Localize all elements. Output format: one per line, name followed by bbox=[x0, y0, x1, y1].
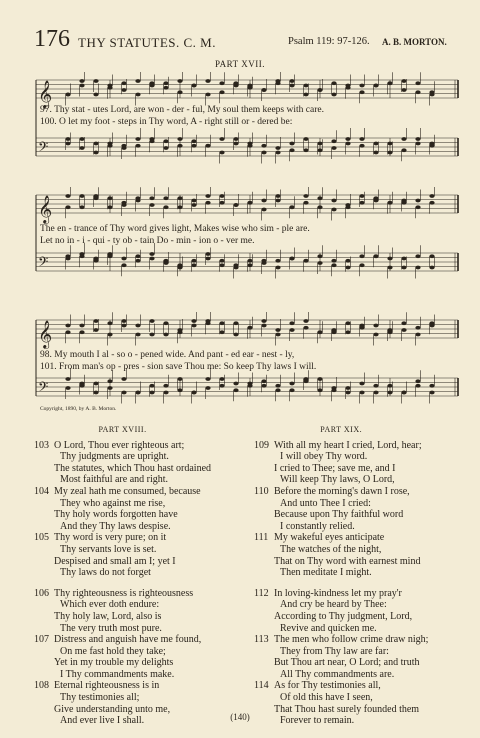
verse-text: Thy judgments are upright. bbox=[60, 451, 169, 463]
verse-line bbox=[34, 599, 211, 611]
treble-staff-2 bbox=[36, 187, 458, 224]
verse-line bbox=[254, 556, 428, 568]
verse-line bbox=[34, 521, 211, 533]
bass-staff-3 bbox=[36, 368, 458, 404]
psalm-reference: Psalm 119: 97-126. bbox=[288, 36, 370, 47]
verse-number: 104 bbox=[34, 485, 49, 497]
verse-line bbox=[254, 544, 428, 556]
composer-name: A. B. MORTON. bbox=[382, 37, 447, 47]
svg-text:𝄢: 𝄢 bbox=[38, 379, 49, 398]
verse-line bbox=[34, 657, 211, 669]
lyric-line-2: 100. O let my foot - steps in Thy word, A - right still or - dered be: bbox=[40, 117, 293, 127]
column-heading-left: PART XVIII. bbox=[98, 425, 147, 434]
verse-line bbox=[254, 611, 428, 623]
verse-text: Distress and anguish have me found, bbox=[54, 634, 202, 646]
verse-text: The watches of the night, bbox=[280, 543, 382, 555]
verse-line bbox=[34, 588, 211, 600]
verse-text: And they Thy laws despise. bbox=[60, 520, 171, 532]
verse-text: Thy righteousness is righteousness bbox=[54, 587, 194, 599]
verse-text: They who against me rise, bbox=[60, 497, 166, 509]
verse-text: Of old this have I seen, bbox=[280, 692, 373, 704]
svg-text:𝄢: 𝄢 bbox=[38, 139, 49, 158]
verse-line bbox=[254, 486, 428, 498]
copyright-notice: Copyright, 1890, by A. B. Morton. bbox=[40, 406, 117, 412]
verse-text: The statutes, which Thou hast ordained bbox=[54, 462, 212, 474]
verse-line bbox=[34, 623, 211, 635]
verse-number: 114 bbox=[254, 680, 269, 692]
verse-text: I Thy commandments make. bbox=[60, 668, 175, 680]
verse-number: 106 bbox=[34, 587, 49, 599]
verse-line bbox=[34, 680, 211, 692]
verse-text: And cry be heard by Thee: bbox=[280, 599, 387, 611]
verse-line bbox=[254, 634, 428, 646]
verse-line bbox=[34, 692, 211, 704]
verse-text: My wakeful eyes anticipate bbox=[274, 532, 385, 544]
lyric-line-3: The en - trance of Thy word gives light, Makes wise who sim - ple are. bbox=[40, 224, 310, 234]
verse-text: I will obey Thy word. bbox=[280, 451, 368, 463]
verse-line bbox=[34, 669, 211, 681]
verse-number: 107 bbox=[34, 634, 49, 646]
verse-text: Most faithful are and right. bbox=[60, 474, 169, 486]
verse-line bbox=[34, 486, 211, 498]
hymn-title: THY STATUTES. C. M. bbox=[78, 35, 216, 50]
verse-text: That Thou hast surely founded them bbox=[274, 703, 420, 715]
verse-line bbox=[254, 588, 428, 600]
verse-text: Eternal righteousness is in bbox=[54, 680, 160, 692]
verse-text: According to Thy judgment, Lord, bbox=[274, 610, 413, 622]
verse-number: 111 bbox=[254, 532, 269, 544]
verse-line bbox=[254, 532, 428, 544]
verse-line bbox=[254, 669, 428, 681]
verse-line bbox=[34, 556, 211, 568]
verse-text: Give understanding unto me, bbox=[54, 703, 171, 715]
verse-line bbox=[254, 692, 428, 704]
verse-text: Thy servants love is set. bbox=[60, 543, 157, 555]
verse-line bbox=[34, 634, 211, 646]
verse-text: O Lord, Thou ever righteous art; bbox=[54, 439, 185, 451]
verse-text: Despised and small am I; yet I bbox=[54, 555, 176, 567]
verse-text: On me fast hold they take; bbox=[60, 645, 166, 657]
hymn-header bbox=[30, 24, 450, 54]
verse-line bbox=[254, 623, 428, 635]
bass-staff-2 bbox=[36, 243, 458, 279]
lyric-line-5: 98. My mouth I al - so o - pened wide. And pant - ed ear - nest - ly, bbox=[40, 350, 295, 360]
svg-text:𝄞: 𝄞 bbox=[38, 320, 53, 348]
verse-line bbox=[254, 451, 428, 463]
verse-text: Which ever doth endure: bbox=[60, 599, 160, 611]
verse-text: Thy holy law, Lord, also is bbox=[54, 610, 162, 622]
verse-text: All Thy commandments are. bbox=[280, 668, 395, 680]
verse-number: 105 bbox=[34, 532, 49, 544]
verse-line bbox=[254, 680, 428, 692]
verse-line bbox=[34, 544, 211, 556]
verse-line bbox=[254, 509, 428, 521]
verse-column-right bbox=[254, 424, 428, 727]
lyric-line-1: 97. Thy stat - utes Lord, are won - der - ful, My soul them keeps with care. bbox=[40, 105, 324, 115]
verse-text: I cried to Thee; save me, and I bbox=[274, 462, 396, 474]
verse-text: Forever to remain. bbox=[280, 715, 355, 727]
treble-staff-3 bbox=[36, 312, 458, 349]
verse-line bbox=[254, 463, 428, 475]
verse-line bbox=[34, 567, 211, 579]
verse-text: In loving-kindness let my pray'r bbox=[274, 587, 402, 599]
verse-text: I constantly relied. bbox=[280, 520, 355, 532]
verse-number: 103 bbox=[34, 439, 49, 451]
verse-text: Because upon Thy faithful word bbox=[274, 509, 404, 521]
verse-text: And ever live I shall. bbox=[60, 715, 145, 727]
lyric-line-6: 101. From man's op - pres - sion save Thou me: So keep Thy laws I will. bbox=[40, 362, 317, 372]
verse-text: As for Thy testimonies all, bbox=[274, 680, 381, 692]
stanza-gap bbox=[34, 579, 211, 588]
verse-line bbox=[34, 498, 211, 510]
page-number: (140) bbox=[230, 712, 250, 722]
verse-line bbox=[34, 474, 211, 486]
svg-text:𝄞: 𝄞 bbox=[38, 80, 53, 108]
verse-text: My zeal hath me consumed, because bbox=[54, 485, 201, 497]
verse-line bbox=[34, 451, 211, 463]
verse-number: 108 bbox=[34, 680, 49, 692]
verse-text: They from Thy law are far: bbox=[280, 645, 389, 657]
verse-number: 113 bbox=[254, 634, 269, 646]
lyric-line-4: Let no in - i - qui - ty ob - tain Do - min - ion o - ver me. bbox=[40, 236, 255, 246]
verse-line bbox=[254, 474, 428, 486]
verse-text: Revive and quicken me. bbox=[280, 622, 377, 634]
verse-line bbox=[254, 521, 428, 533]
hymn-number: 176 bbox=[34, 26, 70, 52]
verse-line bbox=[254, 599, 428, 611]
verse-line bbox=[34, 646, 211, 658]
verse-text: With all my heart I cried, Lord, hear; bbox=[274, 439, 422, 451]
verse-text: The very truth most pure. bbox=[60, 622, 162, 634]
svg-text:𝄞: 𝄞 bbox=[38, 195, 53, 223]
verse-line bbox=[254, 567, 428, 579]
svg-text:𝄢: 𝄢 bbox=[38, 254, 49, 273]
verse-line bbox=[34, 463, 211, 475]
verse-number: 109 bbox=[254, 439, 269, 451]
verse-line bbox=[254, 498, 428, 510]
verse-text: Yet in my trouble my delights bbox=[54, 657, 174, 669]
verse-line bbox=[34, 611, 211, 623]
verse-text: But Thou art near, O Lord; and truth bbox=[274, 657, 420, 669]
verse-column-left bbox=[34, 424, 211, 727]
verse-line bbox=[254, 657, 428, 669]
verse-text: Thy word is very pure; on it bbox=[54, 532, 167, 544]
music-part-label: PART XVII. bbox=[215, 59, 265, 69]
verse-text: And unto Thee I cried: bbox=[280, 497, 371, 509]
stanza-gap bbox=[254, 579, 428, 588]
verse-line bbox=[254, 440, 428, 452]
bass-staff-1 bbox=[36, 128, 458, 164]
verse-text: Thy holy words forgotten have bbox=[54, 509, 178, 521]
verse-line bbox=[34, 440, 211, 452]
verse-text: Thy laws do not forget bbox=[60, 567, 151, 579]
treble-staff-1 bbox=[36, 72, 458, 109]
verse-text: Before the morning's dawn I rose, bbox=[274, 485, 410, 497]
verse-text: Will keep Thy laws, O Lord, bbox=[280, 474, 395, 486]
verse-text: Thy testimonies all; bbox=[60, 692, 140, 704]
verse-text: That on Thy word with earnest mind bbox=[274, 555, 421, 567]
verse-number: 112 bbox=[254, 587, 269, 599]
verse-line bbox=[34, 532, 211, 544]
verse-line bbox=[254, 646, 428, 658]
music-system-2 bbox=[30, 187, 462, 282]
column-heading-right: PART XIX. bbox=[320, 425, 363, 434]
verse-number: 110 bbox=[254, 485, 269, 497]
verse-line bbox=[34, 509, 211, 521]
verse-text: Then meditate I might. bbox=[280, 567, 372, 579]
verse-text: The men who follow crime draw nigh; bbox=[274, 634, 429, 646]
